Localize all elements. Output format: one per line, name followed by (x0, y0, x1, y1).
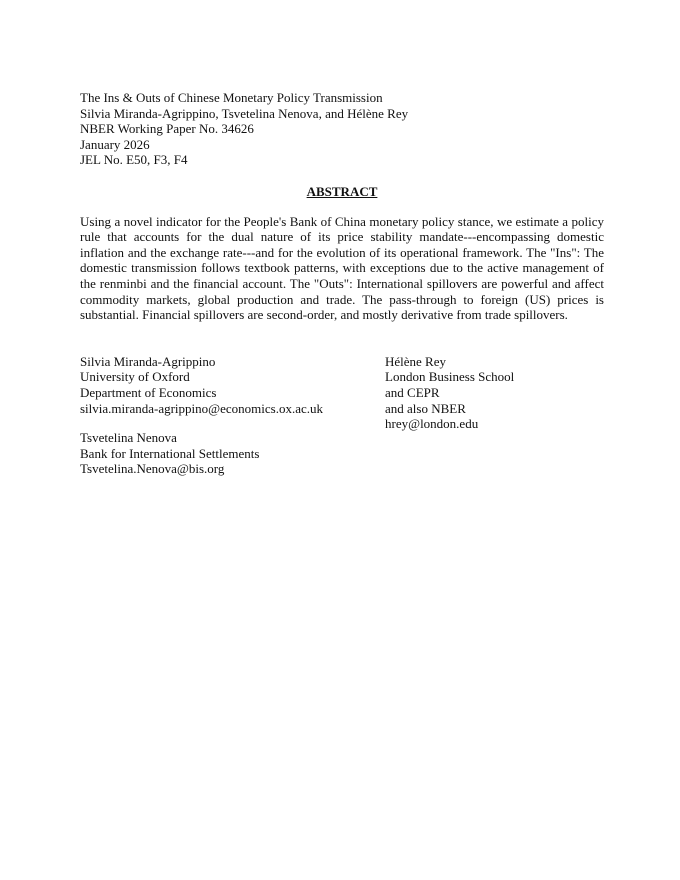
author-block-nenova (80, 430, 380, 477)
paper-header (80, 90, 604, 168)
author-block-miranda-agrippino (80, 354, 380, 416)
author-department: Department of Economics (80, 384, 217, 400)
paper-title: The Ins & Outs of Chinese Monetary Policy Transmission (80, 90, 383, 105)
abstract-text: Using a novel indicator for the People's Bank of China monetary policy stance, we estimate a policy rule that accounts for the dual nature of its price stability mandate---encompassing domestic inflation and the exchange rate---and for the evolution of its operational framework. The "Ins": The domestic transmission follows textbook patterns, with exceptions due to the active management of the renminbi and the financial account. The "Outs": International spillovers are powerful and affect commodity markets, global production and trade. The pass-through to foreign (US) prices is substantial. Financial spillovers are second-order, and mostly derivative from trade spillovers. (80, 213, 604, 323)
author-email: hrey@london.edu (385, 416, 479, 432)
author-column-right (385, 354, 604, 477)
working-paper-number: NBER Working Paper No. 34626 (80, 121, 254, 137)
author-affiliation: and CEPR (385, 384, 440, 400)
author-name: Tsvetelina Nenova (80, 430, 177, 446)
author-block-rey (385, 354, 604, 432)
author-name: Hélène Rey (385, 353, 447, 369)
author-institution: Bank for International Settlements (80, 445, 260, 461)
author-email: Tsvetelina.Nenova@bis.org (80, 461, 225, 477)
author-institution: University of Oxford (80, 369, 190, 385)
author-email: silvia.miranda-agrippino@economics.ox.ac.uk (80, 400, 324, 416)
author-institution: London Business School (385, 369, 515, 385)
publication-date: January 2026 (80, 136, 150, 152)
author-affiliation: and also NBER (385, 400, 466, 416)
author-affiliations (80, 354, 604, 477)
jel-codes: JEL No. E50, F3, F4 (80, 152, 188, 168)
paper-front-page (80, 90, 604, 477)
abstract-heading: ABSTRACT (306, 183, 378, 199)
paper-authors: Silvia Miranda-Agrippino, Tsvetelina Nenova, and Hélène Rey (80, 105, 409, 121)
author-column-left (80, 354, 380, 477)
author-name: Silvia Miranda-Agrippino (80, 353, 216, 369)
